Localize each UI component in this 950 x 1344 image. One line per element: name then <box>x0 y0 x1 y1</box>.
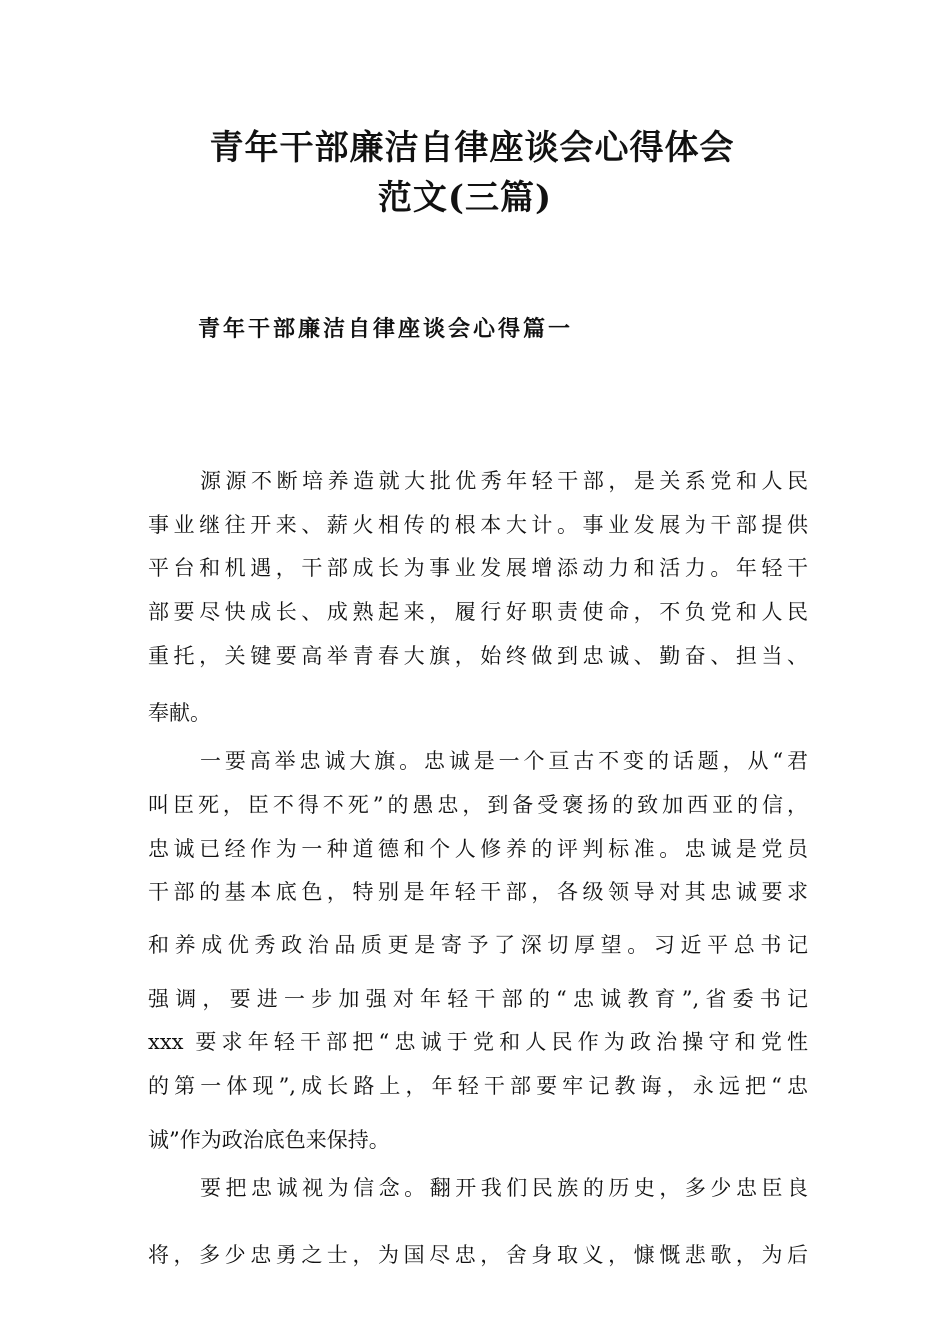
paragraph-line: 一要高举忠诚大旗。忠诚是一个亘古不变的话题，从“君 <box>200 749 808 773</box>
paragraph-line: 和养成优秀政治品质更是寄予了深切厚望。习近平总书记 <box>148 933 808 957</box>
paragraph-line: 干部的基本底色，特别是年轻干部，各级领导对其忠诚要求 <box>148 880 808 904</box>
paragraph-line: 诚”作为政治底色来保持。 <box>148 1128 390 1152</box>
paragraph-line: 源源不断培养造就大批优秀年轻干部，是关系党和人民 <box>200 469 808 493</box>
paragraph-line: 叫臣死，臣不得不死”的愚忠，到备受褒扬的致加西亚的信， <box>148 793 808 817</box>
document-title-line-1: 青年干部廉洁自律座谈会心得体会 <box>209 128 735 168</box>
section-heading: 青年干部廉洁自律座谈会心得篇一 <box>198 317 574 342</box>
paragraph-line: 重托，关键要高举青春大旗，始终做到忠诚、勤奋、担当、 <box>148 644 808 668</box>
paragraph-line: 忠诚已经作为一种道德和个人修养的评判标准。忠诚是党员 <box>148 837 808 861</box>
paragraph-line: 要把忠诚视为信念。翻开我们民族的历史，多少忠臣良 <box>200 1176 808 1200</box>
paragraph-line: xxx 要求年轻干部把“忠诚于党和人民作为政治操守和党性 <box>148 1030 808 1054</box>
paragraph-line: 将，多少忠勇之士，为国尽忠，舍身取义，慷慨悲歌，为后 <box>148 1243 808 1267</box>
paragraph-line: 部要尽快成长、成熟起来，履行好职责使命，不负党和人民 <box>148 600 808 624</box>
document-title-line-2: 范文(三篇) <box>377 178 553 218</box>
paragraph-line: 平台和机遇，干部成长为事业发展增添动力和活力。年轻干 <box>148 556 808 580</box>
paragraph-line: 的第一体现”,成长路上，年轻干部要牢记教诲，永远把“忠 <box>148 1074 808 1098</box>
paragraph-line: 事业继往开来、薪火相传的根本大计。事业发展为干部提供 <box>148 513 808 537</box>
paragraph-line: 奉献。 <box>148 701 211 725</box>
paragraph-line: 强调，要进一步加强对年轻干部的“忠诚教育”,省委书记 <box>148 987 808 1011</box>
